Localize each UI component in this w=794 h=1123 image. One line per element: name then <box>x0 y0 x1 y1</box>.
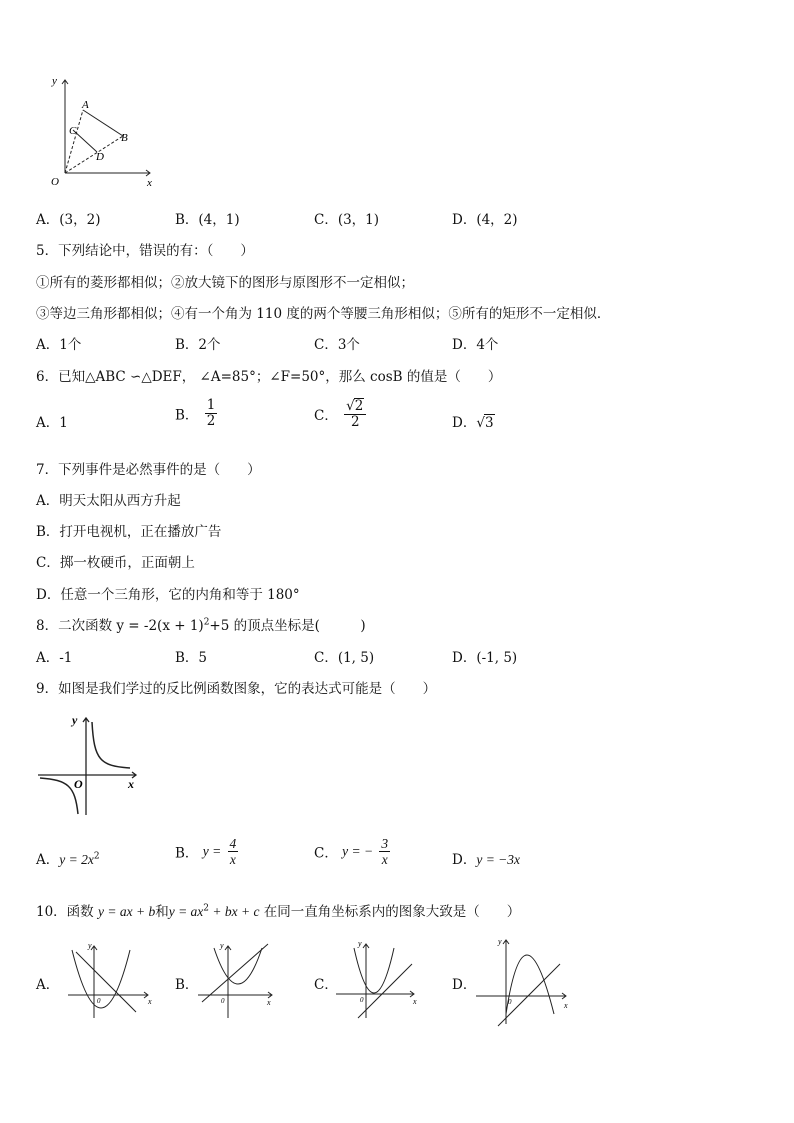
q10-graph-b <box>196 940 286 1020</box>
q10-graph-c-parabola <box>354 948 394 993</box>
q9-option-c-denominator: x <box>381 852 388 867</box>
q4-label-a: A <box>82 99 89 111</box>
q9-option-b-prefix: B． <box>175 845 199 862</box>
q10-graph-d-line <box>498 964 560 1026</box>
q6-option-c-radicand: 2 <box>354 398 364 414</box>
q9-option-c-lhs: y = − <box>342 843 374 859</box>
q9-option-c <box>314 836 390 867</box>
q10-option-c-label: C． <box>314 977 338 993</box>
q9-option-d-expr: y = −3x <box>476 852 521 867</box>
q10-graph-c-label-x: x <box>413 997 417 1006</box>
q8-stem-post: +5 的顶点坐标是( ) <box>209 618 366 634</box>
q10-stem-pre: 10．函数 <box>36 904 98 920</box>
q10-graph-a-parabola <box>72 950 130 1008</box>
q10-option-d-label: D． <box>452 977 477 993</box>
q10-graph-d-parabola <box>506 955 554 1014</box>
q9-option-c-numerator: 3 <box>381 836 389 851</box>
q8-option-c: C．(1, 5) <box>314 650 375 666</box>
q10-graph-b-label-x: x <box>267 998 271 1007</box>
q6-option-c <box>314 398 366 430</box>
q6-option-d-radicand: 3 <box>484 415 494 431</box>
q5-option-a: A．1个 <box>36 337 82 353</box>
q9-option-b <box>175 836 238 867</box>
q4-option-c: C．(3，1) <box>314 212 380 228</box>
q9-option-a-sup: 2 <box>93 851 100 862</box>
q10-stem-sup: 2 <box>203 903 210 914</box>
q9-option-d <box>452 848 520 868</box>
q10-graph-d-label-y: y <box>498 937 502 946</box>
q9-option-b-fraction <box>228 836 239 867</box>
q9-label-o: O <box>74 777 83 791</box>
q4-label-d: D <box>96 151 104 163</box>
q6-option-c-denominator: 2 <box>350 414 360 430</box>
q4-segments <box>65 110 123 173</box>
q9-label-x: x <box>128 777 134 791</box>
q9-curve-q1 <box>92 722 130 768</box>
q10-stem-post: 在同一直角坐标系内的图象大致是（ ） <box>259 904 521 920</box>
q5-option-d: D．4个 <box>452 337 499 353</box>
q9-option-d-prefix: D． <box>452 852 477 868</box>
q10-stem-f2: y = ax <box>168 904 204 919</box>
q10-graph-c <box>334 938 424 1020</box>
q10-graph-b-label-y: y <box>220 941 224 950</box>
q9-option-c-prefix: C． <box>314 845 338 862</box>
q10-graph-b-label-o: 0 <box>221 997 225 1005</box>
q8-stem-sup: 2 <box>203 617 210 628</box>
q7-option-c: C．掷一枚硬币，正面朝上 <box>36 555 195 571</box>
q4-option-d: D．(4，2) <box>452 212 518 228</box>
q6-option-b <box>175 398 217 429</box>
q9-option-b-numerator: 4 <box>229 836 237 851</box>
q4-option-a: A．(3，2) <box>36 212 101 228</box>
q10-stem-f1: y = ax + b <box>97 904 156 919</box>
q10-graph-b-parabola <box>214 948 262 984</box>
q6-option-b-prefix: B． <box>175 407 199 424</box>
q8-stem <box>36 614 366 634</box>
q9-option-a-prefix: A． <box>36 852 60 868</box>
q6-option-a: A．1 <box>36 415 68 431</box>
q10-graph-a-label-o: 0 <box>97 997 101 1005</box>
q10-graph-a <box>66 940 156 1020</box>
q10-graph-d-label-o: 0 <box>508 998 512 1006</box>
q6-option-c-fraction: $\frac{√2}{2}$ <box>344 398 366 430</box>
q10-option-b-label: B． <box>175 977 199 993</box>
q10-stem-f2b: + bx + c <box>209 904 260 919</box>
q6-option-d: D．√3 <box>452 415 494 431</box>
q6-stem: 6．已知△ABC ∽△DEF， ∠A=85°；∠F=50°，那么 cosB 的值是（ ） <box>36 369 502 385</box>
q6-option-b-denominator: 2 <box>206 413 216 429</box>
q6-option-b-numerator: 1 <box>206 397 216 413</box>
q4-label-x: x <box>147 177 152 189</box>
q9-stem: 9．如图是我们学过的反比例函数图象，它的表达式可能是（ ） <box>36 681 437 697</box>
q7-option-a: A．明天太阳从西方升起 <box>36 493 181 509</box>
q10-graph-c-label-o: 0 <box>360 996 364 1004</box>
q9-option-a-expr: y = 2x <box>59 852 94 867</box>
q8-option-d: D．(-1, 5) <box>452 650 518 666</box>
q5-line1: ①所有的菱形都相似；②放大镜下的图形与原图形不一定相似； <box>36 275 414 291</box>
q9-curve-q3 <box>40 778 78 814</box>
q10-graph-d-label-x: x <box>564 1001 568 1010</box>
q8-option-b: B．5 <box>175 650 208 666</box>
q10-graph-b-line <box>202 944 268 1002</box>
q9-label-y: y <box>72 713 78 727</box>
q4-label-b: B <box>121 132 128 144</box>
q9-option-a <box>36 848 100 868</box>
q10-stem-and: 和 <box>155 904 169 920</box>
q4-label-c: C <box>69 125 77 137</box>
q6-option-d-prefix: D． <box>452 415 477 431</box>
q4-label-y: y <box>52 75 57 87</box>
q7-option-d: D．任意一个三角形，它的内角和等于 180° <box>36 587 300 603</box>
q9-option-b-lhs: y = <box>202 843 222 859</box>
q8-option-a: A．-1 <box>36 650 73 666</box>
q5-option-c: C．3个 <box>314 337 360 353</box>
q4-label-o: O <box>51 176 59 188</box>
q5-stem: 5．下列结论中，错误的有：（ ） <box>36 243 254 259</box>
q4-option-b: B．(4，1) <box>175 212 240 228</box>
q6-option-b-fraction <box>205 398 218 429</box>
q10-stem <box>36 900 520 920</box>
q8-stem-pre: 8．二次函数 y = -2(x + 1) <box>36 618 204 634</box>
q10-graph-a-label-y: y <box>88 941 92 950</box>
q10-graph-c-label-y: y <box>358 939 362 948</box>
q10-graph-d <box>474 936 574 1026</box>
q4-figure <box>40 70 165 195</box>
q7-stem: 7．下列事件是必然事件的是（ ） <box>36 462 261 478</box>
q5-option-b: B．2个 <box>175 337 221 353</box>
q10-graph-a-label-x: x <box>148 997 152 1006</box>
q9-option-c-fraction <box>379 836 390 867</box>
q9-figure <box>38 710 143 820</box>
q6-option-c-prefix: C． <box>314 408 338 424</box>
q9-option-b-denominator: x <box>229 852 236 867</box>
q10-option-a-label: A． <box>36 977 60 993</box>
q7-option-b: B．打开电视机，正在播放广告 <box>36 524 222 540</box>
q5-line2: ③等边三角形都相似；④有一个角为 110 度的两个等腰三角形相似；⑤所有的矩形不一定相似． <box>36 306 611 322</box>
